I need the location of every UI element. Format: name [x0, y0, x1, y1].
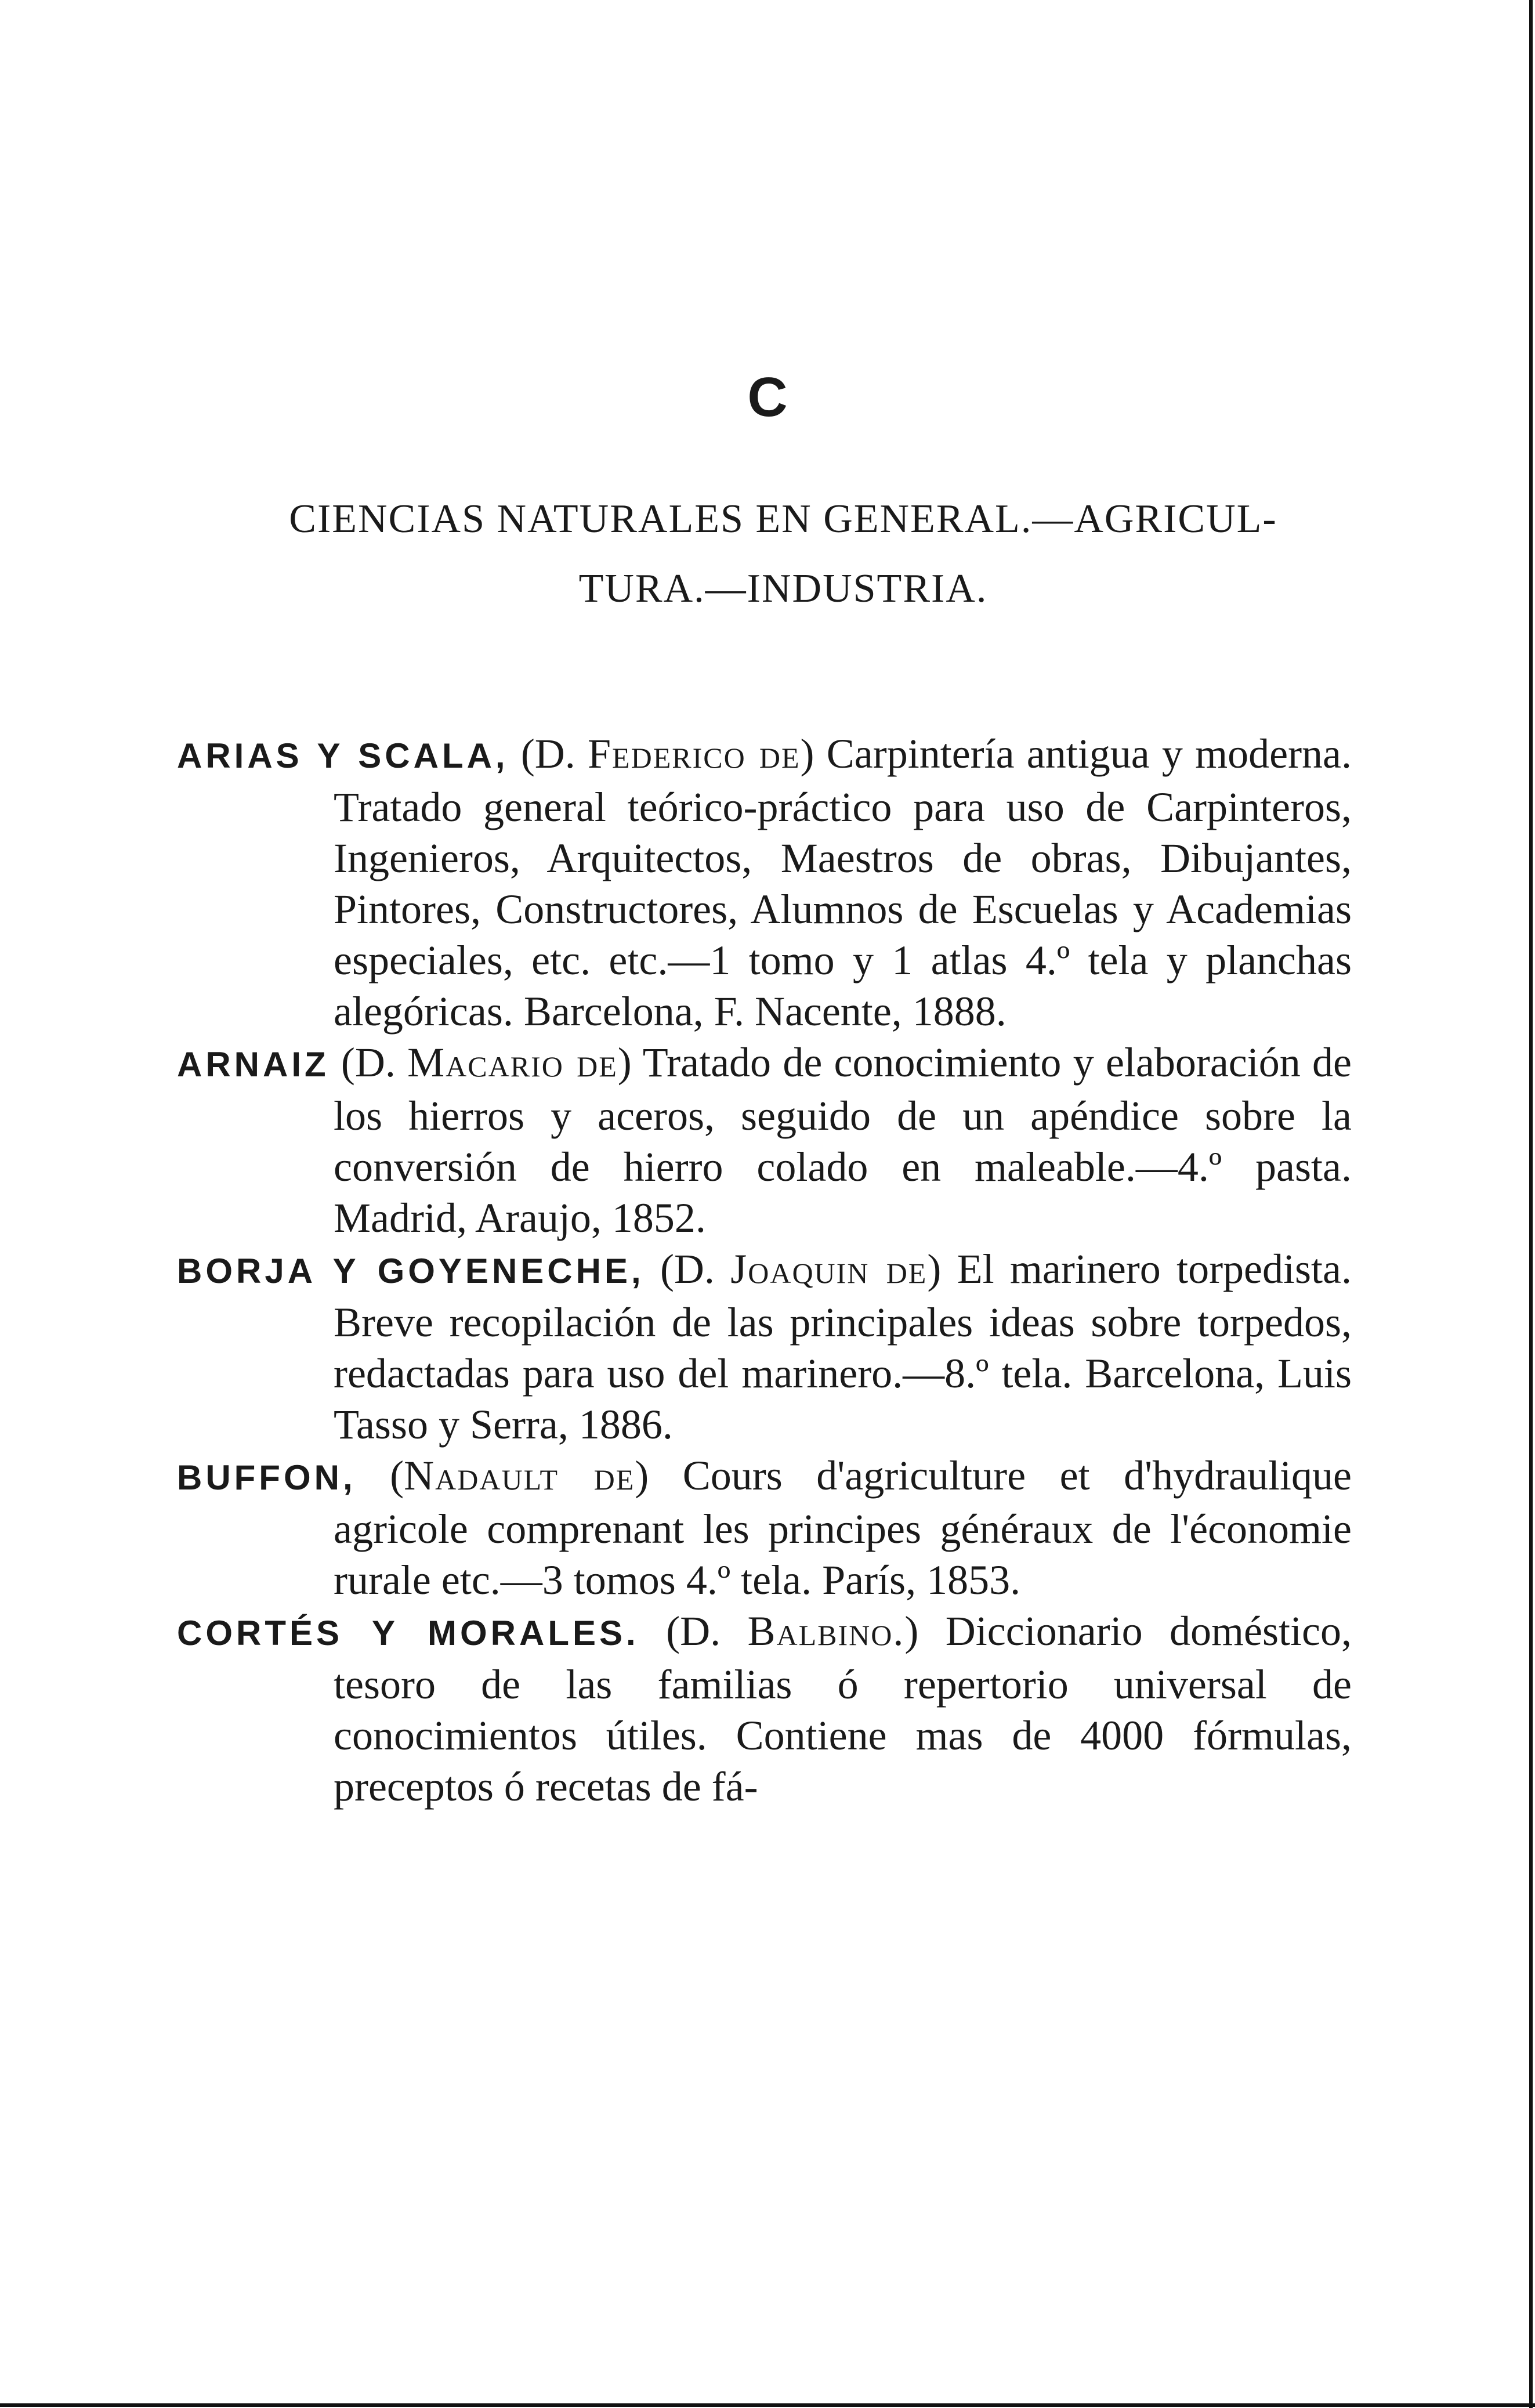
- entry-given-name: Balbino.: [747, 1608, 905, 1654]
- entry-given-close: ): [800, 731, 814, 777]
- entry-author: ARIAS Y SCALA,: [177, 736, 509, 775]
- entry-given-close: ): [927, 1246, 942, 1292]
- entry-arnaiz: [177, 1037, 1352, 1243]
- entry-given-open: (D.: [639, 1608, 748, 1654]
- entry-text: Carpintería antigua y moderna. Tratado general teórico-práctico para uso de Carpinteros, Ingenieros, Arquitectos, Maestros de obras, Dibujantes, Pintores, Constructores, Alumnos de Escuelas y Academias especiales, etc. etc.—1 tomo y 1 atlas 4.º tela y planchas alegóricas. Barcelona, F. Nacente, 1888.: [334, 731, 1352, 1035]
- entry-given-close: ): [904, 1608, 919, 1654]
- section-title: [209, 485, 1357, 624]
- page-border-bottom: [0, 2403, 1535, 2407]
- entry-text: Cours d'agriculture et d'hydraulique agricole comprenant les principes généraux de l'économie rurale etc.—3 tomos 4.º tela. París, 1853.: [334, 1452, 1352, 1603]
- entry-given-name: Nadault de: [404, 1452, 635, 1499]
- section-title-line-2: TURA.—INDUSTRIA.: [578, 566, 988, 611]
- entry-author: BUFFON,: [177, 1458, 356, 1497]
- entry-text: Tratado de conocimiento y elaboración de los hierros y aceros, seguido de un apéndice sobre la conversión de hierro colado en maleable.—4.º pasta. Madrid, Araujo, 1852.: [334, 1039, 1352, 1241]
- entry-cortes-y-morales: [177, 1606, 1352, 1812]
- entry-given-name: Federico de: [588, 731, 801, 777]
- entry-author: CORTÉS Y MORALES.: [177, 1614, 639, 1653]
- entry-given-name: Joaquin de: [730, 1246, 928, 1292]
- section-letter: C: [747, 366, 788, 428]
- entry-given-close: ): [635, 1452, 649, 1499]
- page-border-right: [1529, 0, 1533, 2408]
- entry-given-name: Macario de: [407, 1039, 618, 1086]
- entry-arias-y-scala: [177, 728, 1352, 1037]
- section-title-line-1: CIENCIAS NATURALES EN GENERAL.—AGRICUL-: [289, 497, 1277, 541]
- entry-given-open: (D.: [520, 731, 588, 777]
- entry-author: ARNAIZ: [177, 1045, 330, 1084]
- entry-text: El marinero torpedista. Breve recopilación de las principales ideas sobre torpedos, redactadas para uso del marinero.—8.º tela. Barcelona, Luis Tasso y Serra, 1886.: [334, 1246, 1352, 1448]
- bibliography-entries: [177, 728, 1352, 1812]
- entry-buffon: [177, 1450, 1352, 1606]
- entry-given-open: (D.: [644, 1246, 731, 1292]
- entry-text: Diccionario doméstico, tesoro de las familias ó repertorio universal de conocimientos útiles. Contiene mas de 4000 fórmulas, preceptos ó recetas de fá-: [334, 1608, 1352, 1810]
- entry-given-open: (: [356, 1452, 404, 1499]
- entry-author: BORJA Y GOYENECHE,: [177, 1252, 645, 1290]
- entry-given-open: (D.: [329, 1039, 408, 1086]
- entry-given-close: ): [617, 1039, 632, 1086]
- entry-borja-y-goyeneche: [177, 1243, 1352, 1450]
